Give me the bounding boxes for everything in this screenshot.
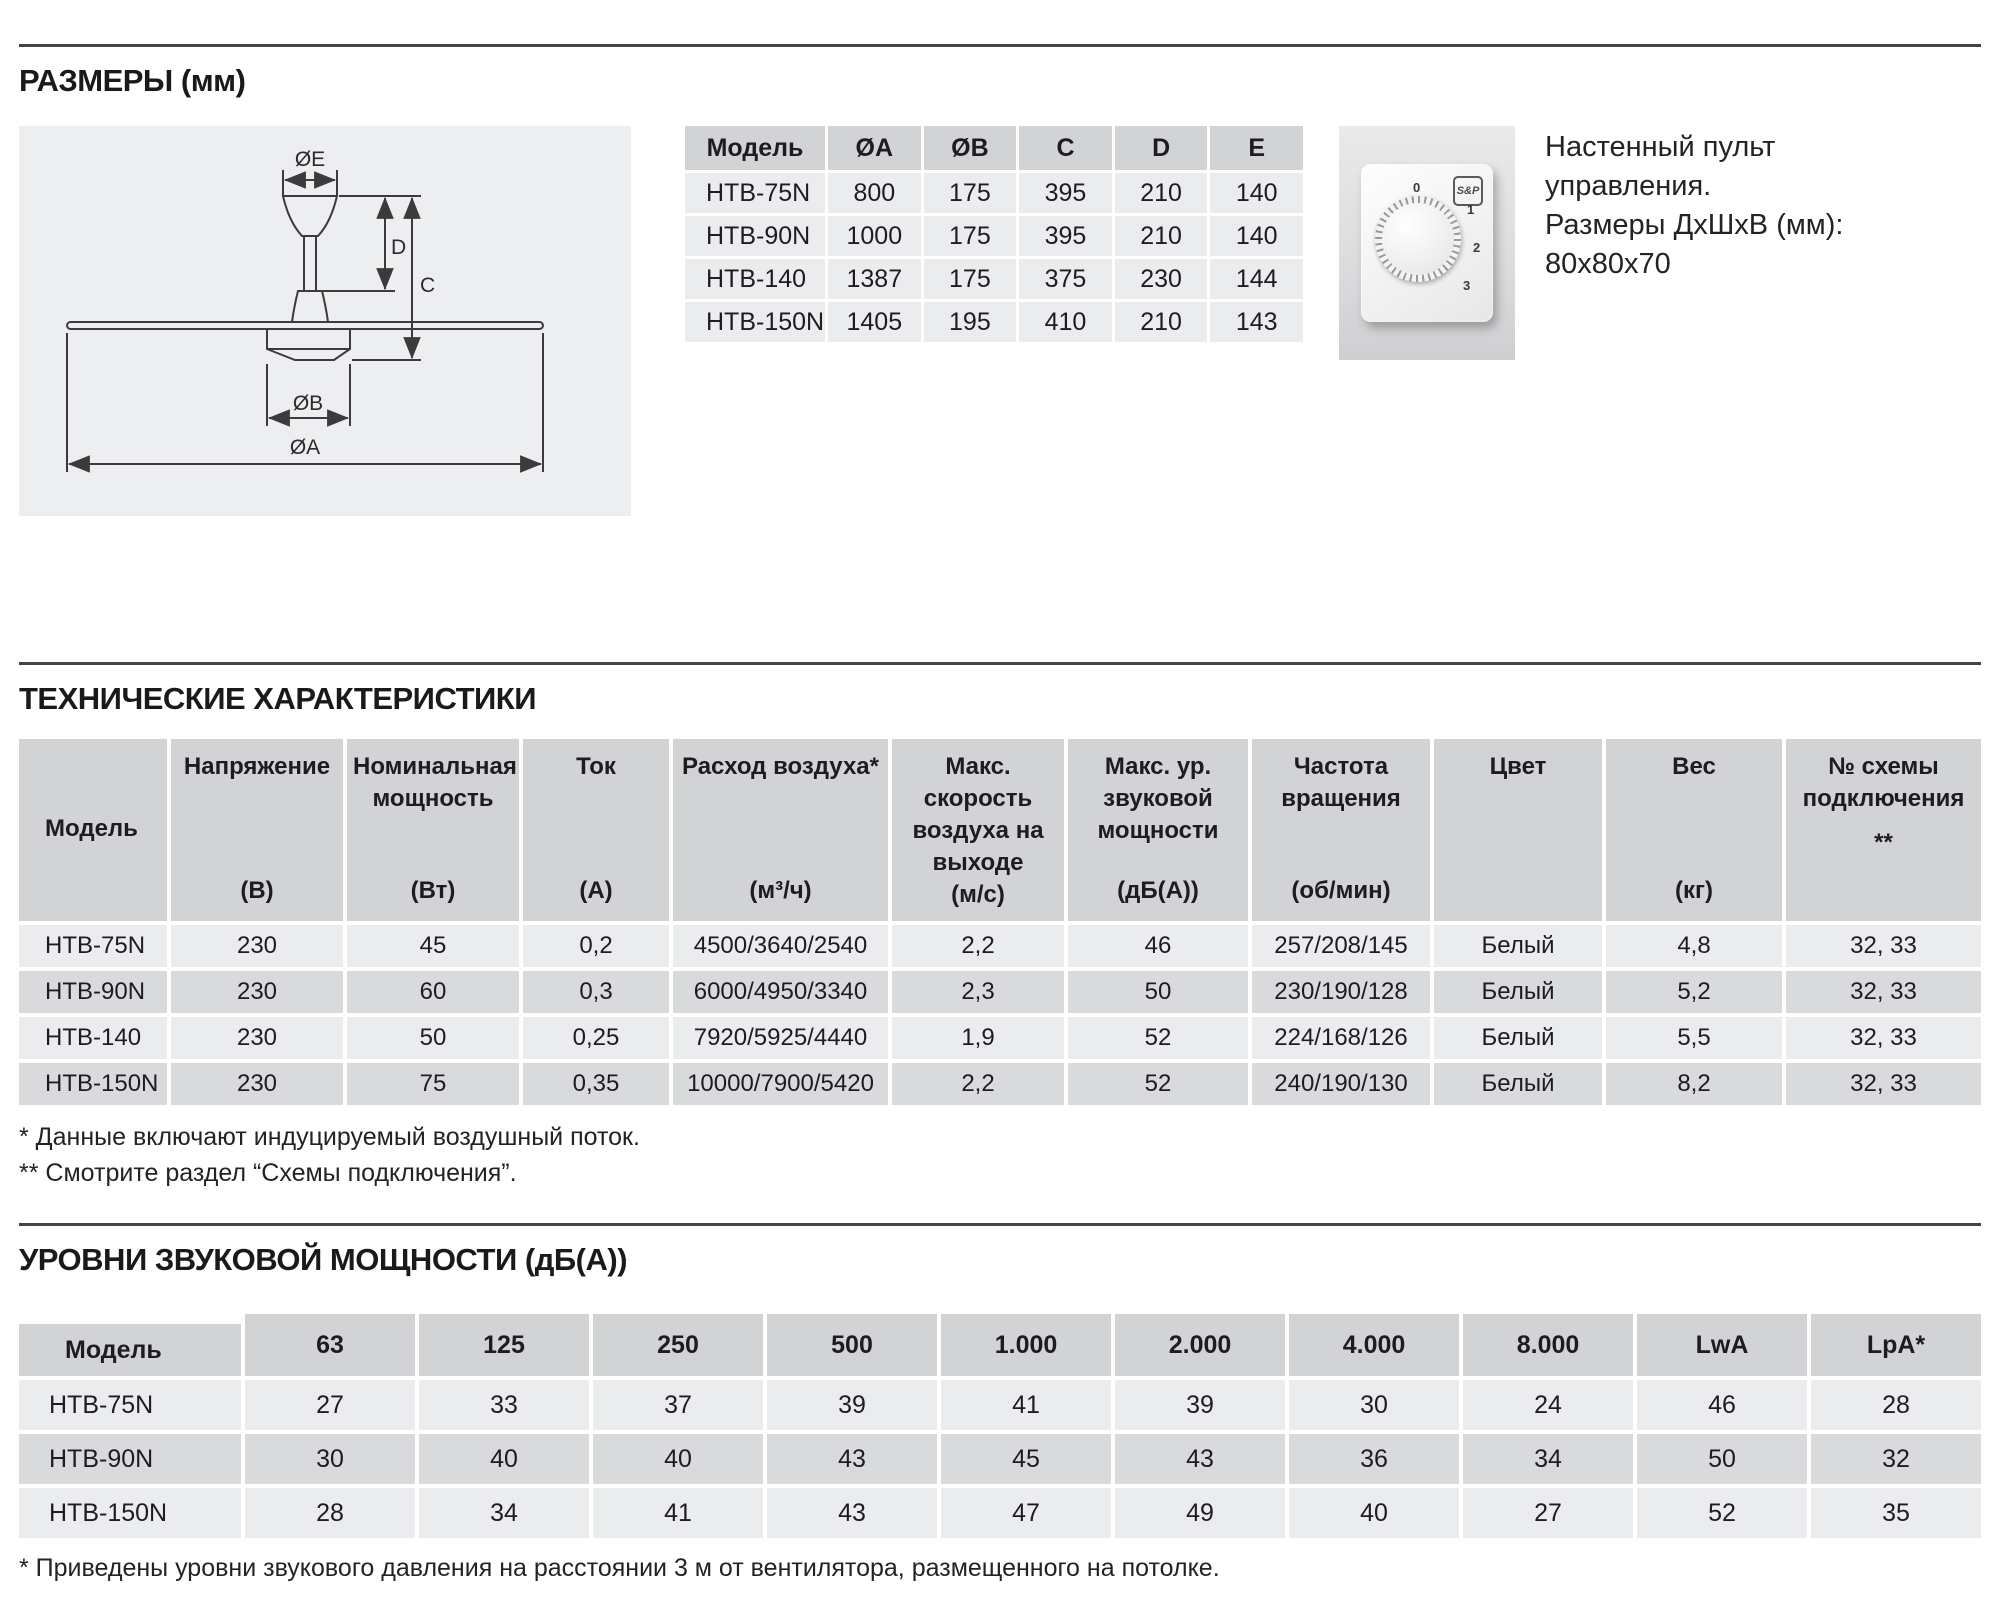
table-cell: 4500/3640/2540	[673, 925, 888, 967]
dim-label-d: D	[391, 236, 407, 259]
table-cell: HTB-90N	[19, 1434, 241, 1484]
section-divider-tech	[19, 662, 1981, 665]
table-cell: 40	[419, 1434, 589, 1484]
table-cell: Белый	[1434, 925, 1602, 967]
table-cell: HTB-75N	[19, 925, 167, 967]
column-header	[1434, 739, 1602, 921]
knob-mark-3: 3	[1463, 278, 1471, 293]
column-header	[1252, 739, 1430, 921]
header-label: Цвет	[1489, 753, 1547, 780]
header-label: Ток	[576, 753, 616, 780]
table-cell: 224/168/126	[1252, 1017, 1430, 1059]
table-cell: HTB-140	[19, 1017, 167, 1059]
column-header	[19, 739, 167, 921]
table-cell: HTB-150N	[685, 302, 825, 342]
table-cell: 50	[347, 1017, 519, 1059]
table-cell: 395	[1019, 216, 1112, 256]
top-divider	[19, 44, 1981, 47]
table-cell: 144	[1210, 259, 1303, 299]
column-header: E	[1210, 126, 1303, 170]
table-cell: 50	[1068, 971, 1248, 1013]
column-header	[347, 739, 519, 921]
sound-footnote: * Приведены уровни звукового давления на расстоянии 3 м от вентилятора, размещенного на потолке.	[19, 1554, 1220, 1582]
table-cell: 41	[941, 1380, 1111, 1430]
table-cell: 410	[1019, 302, 1112, 342]
header-label: Номинальная мощность	[353, 753, 517, 812]
header-label: Модель	[45, 815, 138, 842]
column-header	[523, 739, 669, 921]
table-cell: 0,35	[523, 1063, 669, 1105]
column-header	[1606, 739, 1782, 921]
table-cell: 39	[1115, 1380, 1285, 1430]
table-cell: HTB-90N	[685, 216, 825, 256]
table-cell: 28	[245, 1488, 415, 1538]
fan-diagram-svg	[19, 126, 631, 516]
table-cell: 46	[1068, 925, 1248, 967]
table-cell: 10000/7900/5420	[673, 1063, 888, 1105]
table-cell: 0,3	[523, 971, 669, 1013]
table-cell: HTB-150N	[19, 1063, 167, 1105]
table-cell: 195	[924, 302, 1017, 342]
controller-line-3: Размеры ДхШхВ (мм):	[1545, 209, 1844, 241]
table-cell: 28	[1811, 1380, 1981, 1430]
column-header: ØA	[828, 126, 921, 170]
table-cell: 210	[1115, 216, 1208, 256]
header-label: Макс. скорость воздуха на выходе	[912, 753, 1044, 876]
table-cell: 2,2	[892, 925, 1064, 967]
table-cell: 30	[245, 1434, 415, 1484]
table-cell: 7920/5925/4440	[673, 1017, 888, 1059]
table-cell: 210	[1115, 173, 1208, 213]
table-cell: 230	[171, 1017, 343, 1059]
table-cell: 1,9	[892, 1017, 1064, 1059]
header-unit: (А)	[579, 877, 613, 904]
column-header: 4.000	[1289, 1314, 1459, 1376]
column-header: 63	[245, 1314, 415, 1376]
table-cell: 5,5	[1606, 1017, 1782, 1059]
column-header: ØB	[924, 126, 1017, 170]
table-cell: 50	[1637, 1434, 1807, 1484]
tech-footnote-1: * Данные включают индуцируемый воздушный поток.	[19, 1123, 640, 1151]
table-cell: HTB-90N	[19, 971, 167, 1013]
column-header: 125	[419, 1314, 589, 1376]
dimensions-table	[685, 126, 1303, 342]
column-header: 250	[593, 1314, 763, 1376]
column-header	[1068, 739, 1248, 921]
column-header: 2.000	[1115, 1314, 1285, 1376]
dim-label-ob: ØB	[292, 392, 324, 415]
table-cell: 33	[419, 1380, 589, 1430]
header-unit: (В)	[240, 877, 274, 904]
controller-knob-face	[1382, 203, 1454, 275]
column-header	[892, 739, 1064, 921]
table-cell: 32, 33	[1786, 971, 1981, 1013]
table-cell: 175	[924, 259, 1017, 299]
tech-footnotes	[19, 1119, 1981, 1191]
table-cell: 2,3	[892, 971, 1064, 1013]
tech-footnote-2: ** Смотрите раздел “Схемы подключения”.	[19, 1159, 517, 1187]
table-cell: Белый	[1434, 1017, 1602, 1059]
column-header	[1786, 739, 1981, 921]
table-cell: 52	[1068, 1063, 1248, 1105]
header-label: Макс. ур. звуковой мощности	[1097, 753, 1219, 844]
header-unit: (м³/ч)	[749, 877, 812, 904]
table-cell: 240/190/130	[1252, 1063, 1430, 1105]
table-cell: 4,8	[1606, 925, 1782, 967]
table-cell: 6000/4950/3340	[673, 971, 888, 1013]
column-header: C	[1019, 126, 1112, 170]
knob-mark-1: 1	[1467, 202, 1475, 217]
table-cell: 35	[1811, 1488, 1981, 1538]
fan-dimension-diagram	[19, 126, 631, 516]
column-header	[673, 739, 888, 921]
table-cell: 1405	[828, 302, 921, 342]
table-cell: 175	[924, 216, 1017, 256]
table-cell: 1387	[828, 259, 921, 299]
table-cell: 230	[171, 971, 343, 1013]
header-unit: (м/с)	[951, 881, 1005, 908]
table-cell: 45	[347, 925, 519, 967]
header-unit: (Вт)	[410, 877, 456, 904]
table-cell: 375	[1019, 259, 1112, 299]
table-cell: 52	[1637, 1488, 1807, 1538]
table-cell: 41	[593, 1488, 763, 1538]
knob-mark-0: 0	[1413, 180, 1421, 195]
table-cell: HTB-75N	[685, 173, 825, 213]
table-cell: 40	[593, 1434, 763, 1484]
table-cell: 37	[593, 1380, 763, 1430]
controller-knob	[1375, 196, 1461, 282]
table-cell: 230	[171, 1063, 343, 1105]
table-cell: HTB-150N	[19, 1488, 241, 1538]
table-cell: 34	[419, 1488, 589, 1538]
dim-label-oa: ØA	[289, 436, 321, 459]
table-cell: 143	[1210, 302, 1303, 342]
table-cell: 27	[1463, 1488, 1633, 1538]
column-header: 8.000	[1463, 1314, 1633, 1376]
controller-description	[1545, 128, 1843, 284]
controller-line-4: 80x80x70	[1545, 248, 1671, 280]
table-cell: HTB-75N	[19, 1380, 241, 1430]
table-cell: 230	[171, 925, 343, 967]
section-title-dimensions: РАЗМЕРЫ (мм)	[19, 63, 246, 98]
table-cell: 34	[1463, 1434, 1633, 1484]
table-cell: Белый	[1434, 971, 1602, 1013]
header-unit: (об/мин)	[1291, 877, 1391, 904]
table-cell: 1000	[828, 216, 921, 256]
table-cell: 43	[767, 1434, 937, 1484]
table-cell: 60	[347, 971, 519, 1013]
table-cell: 39	[767, 1380, 937, 1430]
knob-mark-2: 2	[1473, 240, 1481, 255]
table-cell: 27	[245, 1380, 415, 1430]
table-cell: 175	[924, 173, 1017, 213]
dimensions-section	[19, 126, 1981, 516]
table-cell: 8,2	[1606, 1063, 1782, 1105]
table-cell: 24	[1463, 1380, 1633, 1430]
table-cell: 32	[1811, 1434, 1981, 1484]
header-label: № схемы подключения **	[1792, 751, 1975, 859]
table-cell: 47	[941, 1488, 1111, 1538]
table-cell: HTB-140	[685, 259, 825, 299]
table-cell: 46	[1637, 1380, 1807, 1430]
dim-label-oe: ØE	[294, 148, 326, 171]
table-cell: 0,25	[523, 1017, 669, 1059]
table-cell: 395	[1019, 173, 1112, 213]
section-title-tech: ТЕХНИЧЕСКИЕ ХАРАКТЕРИСТИКИ	[19, 681, 536, 716]
table-cell: 230/190/128	[1252, 971, 1430, 1013]
column-header: Модель	[685, 126, 825, 170]
header-label: Частота вращения	[1281, 753, 1401, 812]
table-cell: 45	[941, 1434, 1111, 1484]
table-cell: 32, 33	[1786, 925, 1981, 967]
controller-line-1: Настенный пульт	[1545, 131, 1776, 163]
table-cell: 210	[1115, 302, 1208, 342]
column-header: 1.000	[941, 1314, 1111, 1376]
wall-controller-photo	[1339, 126, 1515, 360]
table-cell: 32, 33	[1786, 1063, 1981, 1105]
datasheet-page	[0, 44, 2000, 1583]
table-cell: 2,2	[892, 1063, 1064, 1105]
table-cell: 140	[1210, 173, 1303, 213]
table-cell: 40	[1289, 1488, 1459, 1538]
table-cell: Белый	[1434, 1063, 1602, 1105]
column-header: D	[1115, 126, 1208, 170]
controller-line-2: управления.	[1545, 170, 1712, 202]
table-cell: 75	[347, 1063, 519, 1105]
table-cell: 800	[828, 173, 921, 213]
column-header	[171, 739, 343, 921]
table-cell: 52	[1068, 1017, 1248, 1059]
table-cell: 43	[767, 1488, 937, 1538]
header-label: Расход воздуха*	[682, 753, 879, 780]
dim-label-c: C	[420, 274, 436, 297]
header-note: **	[1874, 829, 1893, 856]
controller-device	[1361, 164, 1493, 322]
column-header: LpA*	[1811, 1314, 1981, 1376]
table-cell: 30	[1289, 1380, 1459, 1430]
table-cell: 32, 33	[1786, 1017, 1981, 1059]
header-unit: (дБ(А))	[1117, 877, 1199, 904]
table-cell: 230	[1115, 259, 1208, 299]
column-header: 500	[767, 1314, 937, 1376]
table-cell: 49	[1115, 1488, 1285, 1538]
sound-table	[19, 1314, 1981, 1538]
table-cell: 5,2	[1606, 971, 1782, 1013]
table-cell: 257/208/145	[1252, 925, 1430, 967]
header-unit: (кг)	[1675, 877, 1713, 904]
table-cell: 36	[1289, 1434, 1459, 1484]
section-divider-sound	[19, 1223, 1981, 1226]
sp-logo: S&P	[1453, 176, 1483, 206]
tech-table	[19, 739, 1981, 1105]
table-cell: 0,2	[523, 925, 669, 967]
header-label: Вес	[1672, 753, 1716, 780]
column-header: Модель	[19, 1324, 241, 1376]
header-label: Напряжение	[183, 753, 331, 780]
table-cell: 43	[1115, 1434, 1285, 1484]
section-title-sound: УРОВНИ ЗВУКОВОЙ МОЩНОСТИ (дБ(А))	[19, 1242, 628, 1277]
table-cell: 140	[1210, 216, 1303, 256]
column-header: LwA	[1637, 1314, 1807, 1376]
